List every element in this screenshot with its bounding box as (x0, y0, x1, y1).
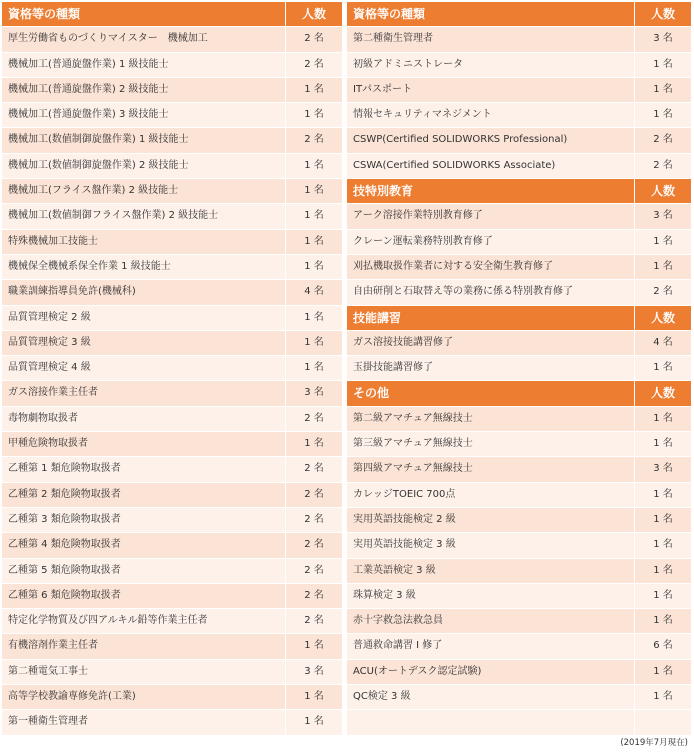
table-row (347, 432, 691, 457)
qualification-name: 資格等の種類 (8, 7, 81, 21)
table-row (2, 660, 342, 685)
table-row (2, 609, 342, 634)
headcount: 1 名 (285, 685, 342, 709)
table-row (2, 710, 342, 735)
table-row (2, 179, 342, 204)
qualification-name: カレッジTOEIC 700点 (353, 488, 456, 500)
qualification-name: 高等学校教諭専修免許(工業) (8, 691, 136, 703)
table-row (347, 584, 691, 609)
table-row (347, 356, 691, 381)
qualification-name: アーク溶接作業特別教育修了 (353, 210, 483, 222)
table-row (347, 204, 691, 229)
qualification-name: ガス溶接作業主任者 (8, 387, 98, 399)
table-row (347, 407, 691, 432)
empty-row (347, 710, 691, 735)
qualification-name: 甲種危険物取扱者 (8, 438, 88, 450)
table-row (2, 533, 342, 558)
qualification-name: 技特別教育 (353, 184, 414, 199)
headcount: 3 名 (285, 660, 342, 684)
qualification-name: 乙種第 3 類危険物取扱者 (8, 513, 121, 525)
table-row (347, 634, 691, 659)
headcount: 2 名 (285, 27, 342, 51)
headcount: 1 名 (634, 533, 691, 557)
headcount: 1 名 (634, 230, 691, 254)
table-row (2, 53, 342, 78)
table-row (347, 103, 691, 128)
qualification-name: 第三級アマチュア無線技士 (353, 438, 473, 450)
qualification-name: 機械加工(数値制御旋盤作業) 2 級技能士 (8, 159, 189, 171)
headcount: 2 名 (634, 154, 691, 178)
qualification-name: 機械加工(フライス盤作業) 2 級技能士 (8, 185, 179, 197)
table-row (2, 255, 342, 280)
headcount: 1 名 (634, 584, 691, 608)
headcount: 1 名 (634, 255, 691, 279)
table-row (347, 230, 691, 255)
qualification-name: 毒物劇物取扱者 (8, 412, 78, 424)
qualification-name: 特定化学物質及び四アルキル鉛等作業主任者 (8, 615, 208, 627)
headcount: 人数 (634, 381, 691, 405)
table-row (2, 204, 342, 229)
headcount: 2 名 (285, 559, 342, 583)
qualification-name: 有機溶剤作業主任者 (8, 640, 98, 652)
qualification-name: 初級アドミニストレータ (353, 58, 463, 70)
table-row (2, 27, 342, 52)
headcount: 1 名 (285, 710, 342, 734)
qualification-name: 機械加工(普通旋盤作業) 3 級技能士 (8, 109, 169, 121)
headcount: 1 名 (285, 255, 342, 279)
qualification-name: 機械加工(普通旋盤作業) 2 級技能士 (8, 83, 169, 95)
qualification-name: 第二級アマチュア無線技士 (353, 412, 473, 424)
headcount: 1 名 (634, 356, 691, 380)
table-row (347, 483, 691, 508)
headcount: 1 名 (634, 103, 691, 127)
headcount: 1 名 (285, 179, 342, 203)
headcount: 1 名 (634, 559, 691, 583)
qualification-name: 品質管理検定 3 級 (8, 336, 91, 348)
headcount: 1 名 (634, 432, 691, 456)
qualification-name: CSWP(Certified SOLIDWORKS Professional) (353, 134, 568, 146)
qualification-name: 実用英語技能検定 3 級 (353, 539, 456, 551)
qualification-name: クレーン運転業務特別教育修了 (353, 235, 493, 247)
qualification-name: 資格等の種類 (353, 7, 426, 21)
table-row (2, 280, 342, 305)
headcount: 3 名 (285, 381, 342, 405)
qualification-name: QC検定 3 級 (353, 691, 411, 703)
table-row (2, 381, 342, 406)
headcount: 1 名 (634, 660, 691, 684)
table-row (347, 27, 691, 52)
qualification-name: 特殊機械加工技能士 (8, 235, 98, 247)
headcount: 2 名 (634, 128, 691, 152)
headcount: 1 名 (285, 103, 342, 127)
headcount: 2 名 (634, 280, 691, 304)
headcount: 4 名 (634, 331, 691, 355)
qualification-name: 品質管理検定 2 級 (8, 311, 91, 323)
qualification-name: 乙種第 1 類危険物取扱者 (8, 463, 121, 475)
table-row (347, 331, 691, 356)
table-row (2, 154, 342, 179)
qualification-name: 普通救命講習 I 修了 (353, 640, 443, 652)
table-row (2, 230, 342, 255)
table-row (347, 78, 691, 103)
table-row (2, 457, 342, 482)
qualification-name: 機械加工(数値制御旋盤作業) 1 級技能士 (8, 134, 189, 146)
table-row (2, 559, 342, 584)
table-row (347, 508, 691, 533)
qualification-name: 乙種第 6 類危険物取扱者 (8, 589, 121, 601)
qualification-name: 品質管理検定 4 級 (8, 362, 91, 374)
headcount: 人数 (285, 2, 342, 26)
headcount: 2 名 (285, 584, 342, 608)
headcount: 1 名 (634, 483, 691, 507)
headcount: 2 名 (285, 53, 342, 77)
table-row (2, 508, 342, 533)
qualification-name: その他 (353, 386, 390, 401)
table-row (347, 128, 691, 153)
left-qualification-table (2, 2, 342, 736)
section-header (347, 2, 691, 27)
qualification-name: 工業英語検定 3 級 (353, 564, 436, 576)
headcount: 3 名 (634, 204, 691, 228)
headcount: 2 名 (285, 128, 342, 152)
headcount: 1 名 (285, 306, 342, 330)
table-row (347, 533, 691, 558)
qualification-name: 情報セキュリティマネジメント (353, 109, 492, 121)
as-of-date-note: (2019年7月現在) (620, 738, 688, 748)
table-row (2, 685, 342, 710)
qualification-name: ACU(オートデスク認定試験) (353, 665, 482, 677)
table-row (347, 685, 691, 710)
headcount: 1 名 (634, 78, 691, 102)
table-row (347, 154, 691, 179)
qualification-name: 実用英語技能検定 2 級 (353, 513, 456, 525)
headcount: 3 名 (634, 457, 691, 481)
qualification-name: 第一種衛生管理者 (8, 716, 88, 728)
headcount: 1 名 (634, 407, 691, 431)
qualification-name: 玉掛技能講習修了 (353, 362, 433, 374)
headcount: 1 名 (285, 331, 342, 355)
qualification-name: 乙種第 2 類危険物取扱者 (8, 488, 121, 500)
table-row (2, 306, 342, 331)
headcount: 1 名 (285, 78, 342, 102)
headcount: 人数 (634, 179, 691, 203)
table-row (2, 331, 342, 356)
headcount: 2 名 (285, 533, 342, 557)
section-header (347, 306, 691, 331)
table-row (2, 356, 342, 381)
headcount: 1 名 (634, 609, 691, 633)
table-row (2, 432, 342, 457)
headcount (634, 710, 691, 734)
qualification-name: 機械加工(数値制御フライス盤作業) 2 級技能士 (8, 210, 219, 222)
qualification-name: 機械加工(普通旋盤作業) 1 級技能士 (8, 58, 169, 70)
qualification-name: 第四級アマチュア無線技士 (353, 463, 473, 475)
headcount: 1 名 (634, 53, 691, 77)
qualification-name: 乙種第 4 類危険物取扱者 (8, 539, 121, 551)
headcount: 2 名 (285, 457, 342, 481)
table-row (347, 280, 691, 305)
headcount: 2 名 (285, 508, 342, 532)
headcount: 人数 (634, 2, 691, 26)
table-row (347, 609, 691, 634)
headcount: 2 名 (285, 407, 342, 431)
headcount: 1 名 (285, 634, 342, 658)
qualification-name: 珠算検定 3 級 (353, 589, 416, 601)
table-row (2, 103, 342, 128)
section-header (347, 179, 691, 204)
headcount: 人数 (634, 306, 691, 330)
qualification-name: 技能講習 (353, 310, 402, 325)
qualification-name: 職業訓練指導員免許(機械科) (8, 286, 136, 298)
table-row (2, 78, 342, 103)
headcount: 2 名 (285, 609, 342, 633)
qualification-name (347, 710, 634, 734)
table-row (2, 634, 342, 659)
headcount: 6 名 (634, 634, 691, 658)
qualification-name: 第二種衛生管理者 (353, 33, 433, 45)
table-row (347, 255, 691, 280)
qualification-name: 刈払機取扱作業者に対する安全衛生教育修了 (353, 260, 553, 272)
qualification-name: 自由研削と石取替え等の業務に係る特別教育修了 (353, 286, 573, 298)
table-row (2, 584, 342, 609)
qualification-name: 赤十字救急法救急員 (353, 615, 443, 627)
headcount: 1 名 (634, 685, 691, 709)
qualification-name: ガス溶接技能講習修了 (353, 336, 453, 348)
headcount: 1 名 (285, 432, 342, 456)
right-qualification-table (347, 2, 691, 736)
table-header (2, 2, 342, 27)
qualification-name: 乙種第 5 類危険物取扱者 (8, 564, 121, 576)
headcount: 1 名 (285, 154, 342, 178)
table-row (2, 128, 342, 153)
table-row (347, 53, 691, 78)
table-row (2, 483, 342, 508)
headcount: 2 名 (285, 483, 342, 507)
qualification-name: 機械保全機械系保全作業 1 級技能士 (8, 260, 171, 272)
table-row (347, 457, 691, 482)
table-row (347, 660, 691, 685)
qualification-name: 第二種電気工事士 (8, 665, 88, 677)
headcount: 3 名 (634, 27, 691, 51)
headcount: 1 名 (285, 204, 342, 228)
table-row (347, 559, 691, 584)
section-header (347, 381, 691, 406)
headcount: 1 名 (634, 508, 691, 532)
headcount: 4 名 (285, 280, 342, 304)
headcount: 1 名 (285, 356, 342, 380)
headcount: 1 名 (285, 230, 342, 254)
qualification-name: 厚生労働省ものづくりマイスター 機械加工 (8, 33, 208, 45)
table-row (2, 407, 342, 432)
qualification-name: ITパスポート (353, 83, 413, 95)
qualification-name: CSWA(Certified SOLIDWORKS Associate) (353, 159, 556, 171)
